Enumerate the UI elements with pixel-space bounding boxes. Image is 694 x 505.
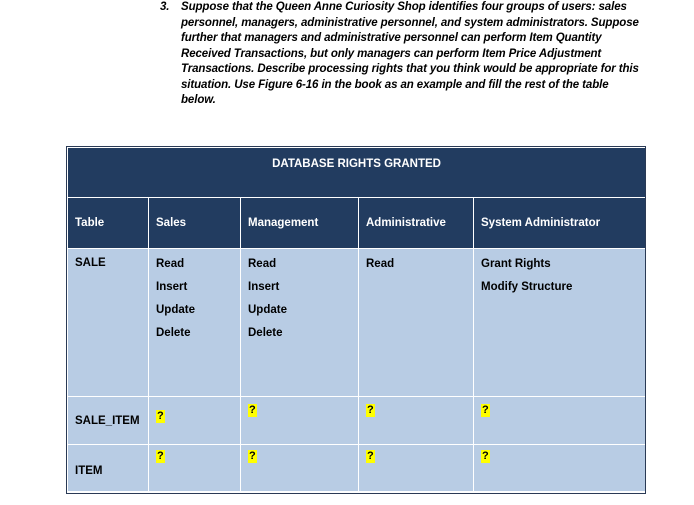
permission-insert: Insert	[248, 281, 280, 293]
table-row-sale	[68, 249, 646, 397]
database-rights-table	[67, 147, 646, 492]
permission-insert: Insert	[156, 281, 188, 293]
table-row-item	[68, 445, 646, 492]
cell-sale-item-administrative	[359, 397, 474, 445]
table-row-sale-item	[68, 397, 646, 445]
cell-sale-administrative	[359, 249, 474, 397]
cell-item-system-administrator	[474, 445, 646, 492]
placeholder-question-mark: ?	[482, 450, 489, 462]
placeholder-question-mark: ?	[157, 450, 164, 462]
placeholder-question-mark: ?	[249, 404, 256, 416]
cell-sale-item-system-administrator	[474, 397, 646, 445]
permission-read: Read	[366, 258, 395, 270]
question-text: Suppose that the Queen Anne Curiosity Shop identifies four groups of users: sales personnel, managers, administrative personnel, and system administrators. Suppose further that managers and administrative personnel can perform Item Quantity Received Transactions, but only managers can perform Item Price Adjustment Transactions. Describe processing rights that you think would be appropriate for this situation. Use Figure 6-16 in the book as an example and fill the rest of the table below.	[181, 1, 639, 106]
cell-sale-item-sales	[149, 397, 241, 445]
column-header-table: Table	[68, 198, 149, 249]
permission-modify-structure: Modify Structure	[481, 281, 573, 293]
cell-sale-management	[241, 249, 359, 397]
table-title-row	[68, 148, 646, 198]
column-header-sales: Sales	[149, 198, 241, 249]
permission-update: Update	[156, 304, 195, 316]
cell-sale-system-administrator	[474, 249, 646, 397]
permission-update: Update	[248, 304, 287, 316]
cell-sale-sales	[149, 249, 241, 397]
question-block	[160, 0, 640, 109]
permission-grant-rights: Grant Rights	[481, 258, 551, 270]
placeholder-question-mark: ?	[482, 404, 489, 416]
column-header-management: Management	[241, 198, 359, 249]
table-header-row	[68, 198, 646, 249]
table-title: DATABASE RIGHTS GRANTED	[68, 148, 646, 198]
column-header-system-administrator: System Administrator	[474, 198, 646, 249]
question-number: 3.	[160, 1, 170, 13]
cell-sale-item-management	[241, 397, 359, 445]
placeholder-question-mark: ?	[249, 450, 256, 462]
row-label-sale: SALE	[68, 249, 149, 397]
cell-item-sales	[149, 445, 241, 492]
placeholder-question-mark: ?	[367, 450, 374, 462]
column-header-administrative: Administrative	[359, 198, 474, 249]
placeholder-question-mark: ?	[157, 410, 164, 422]
permission-read: Read	[156, 258, 185, 270]
permission-delete: Delete	[248, 327, 283, 339]
cell-item-administrative	[359, 445, 474, 492]
permission-delete: Delete	[156, 327, 191, 339]
row-label-sale-item: SALE_ITEM	[68, 397, 149, 445]
permission-read: Read	[248, 258, 277, 270]
row-label-item: ITEM	[68, 445, 149, 492]
placeholder-question-mark: ?	[367, 404, 374, 416]
cell-item-management	[241, 445, 359, 492]
